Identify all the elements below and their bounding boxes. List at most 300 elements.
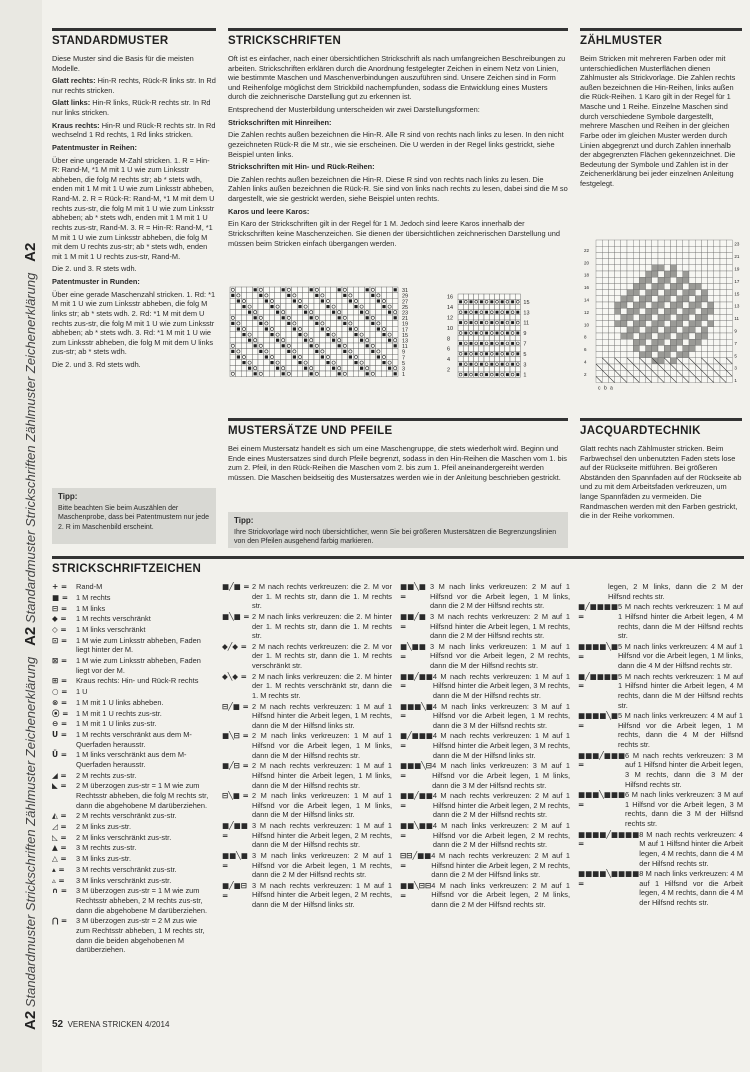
stitch-mark [506, 352, 509, 355]
grid-cell [683, 283, 689, 289]
grid-cell [325, 365, 331, 371]
grid-cell [376, 293, 382, 299]
grid-cell [484, 341, 489, 346]
legend-entry [222, 582, 392, 611]
stitch-mark [242, 361, 245, 364]
grid-cell [325, 343, 331, 349]
grid-cell [458, 310, 463, 315]
legend-entry [52, 698, 212, 708]
grid-cell [336, 337, 342, 343]
grid-cell [658, 333, 664, 339]
stitch-mark [282, 316, 285, 319]
stitch-mark [354, 333, 357, 336]
grid-cell [381, 293, 387, 299]
grid-cell [381, 298, 387, 304]
grid-cell [258, 343, 264, 349]
grid-cell [308, 354, 314, 360]
stitch-mark [377, 299, 380, 302]
legend-entry [222, 851, 392, 880]
grid-cell [664, 314, 670, 320]
grid-cell [258, 371, 264, 377]
grid-cell [463, 320, 468, 325]
grid-cell [264, 365, 270, 371]
grid-cell [264, 332, 270, 338]
legend-text: 5 M nach links verkreuzen: 4 M auf 1 Hilfsnd vor die Arbeit legen, 1 M rechts, dann die 4 M der Hilfsnd rechts str. [617, 711, 743, 749]
stitch-mark [485, 352, 488, 355]
grid-cell [652, 321, 658, 327]
grid-cell [639, 296, 645, 302]
grid-cell [677, 302, 683, 308]
grid-cell [621, 345, 627, 351]
grid-cell [664, 296, 670, 302]
grid-cell [510, 315, 515, 320]
grid-cell [336, 360, 342, 366]
stitch-mark [259, 294, 262, 297]
grid-cell [658, 246, 664, 252]
legend-entry [52, 604, 212, 614]
legend-entry [222, 731, 392, 760]
grid-cell [479, 315, 484, 320]
grid-cell [353, 293, 359, 299]
legend-symbol: ⊟ = [52, 603, 68, 613]
row-number-left: 22 [584, 247, 590, 253]
grid-cell [652, 345, 658, 351]
legend-symbol: ■■■╲■ = [400, 701, 433, 721]
grid-cell [615, 265, 621, 271]
grid-cell [664, 308, 670, 314]
grid-cell [602, 277, 608, 283]
stitch-mark [459, 363, 462, 366]
grid-cell [264, 371, 270, 377]
grid-cell [370, 298, 376, 304]
grid-cell [370, 287, 376, 293]
grid-cell [714, 345, 720, 351]
grid-cell [677, 364, 683, 370]
grid-cell [726, 339, 732, 345]
grid-cell [621, 358, 627, 364]
stitch-mark [470, 300, 473, 303]
stitch-mark [304, 367, 307, 370]
legend-entry [400, 791, 570, 820]
grid-cell [652, 314, 658, 320]
legend-symbol: ■ = [52, 592, 68, 602]
grid-cell [683, 290, 689, 296]
grid-cell [664, 259, 670, 265]
grid-cell [353, 321, 359, 327]
grid-cell [652, 308, 658, 314]
grid-cell [608, 246, 614, 252]
grid-cell [658, 259, 664, 265]
legend-text: 1 M links [76, 603, 106, 613]
grid-cell [381, 287, 387, 293]
grid-cell [505, 362, 510, 367]
grid-cell [468, 346, 473, 351]
grid-cell [348, 309, 354, 315]
legend-text: 8 M nach rechts verkreuzen: 4 M auf 1 Hilfsnd hinter die Arbeit legen, 4 M rechts, dann die 4 M der Hilfsnd rechts str. [639, 829, 743, 868]
grid-cell [695, 370, 701, 376]
side-spine [0, 0, 42, 1072]
stitch-mark [265, 355, 268, 358]
grid-cell [695, 327, 701, 333]
grid-cell [683, 252, 689, 258]
grid-cell [683, 314, 689, 320]
row-number: 29 [402, 293, 409, 300]
grid-cell [677, 314, 683, 320]
grid-cell [714, 339, 720, 345]
grid-cell [275, 321, 281, 327]
grid-cell [646, 259, 652, 265]
grid-cell [320, 360, 326, 366]
legend-symbol: ■╱⊟ = [222, 761, 249, 771]
grid-cell [387, 315, 393, 321]
grid-cell [489, 336, 494, 341]
legend-symbol: ⋂ = [52, 916, 68, 926]
grid-cell [720, 246, 726, 252]
legend-text: 1 M rechts verschränkt [76, 614, 151, 624]
grid-cell [331, 360, 337, 366]
grid-cell [489, 346, 494, 351]
grid-cell [308, 309, 314, 315]
stitch-mark [516, 373, 519, 376]
grid-cell [658, 283, 664, 289]
stitch-mark [354, 305, 357, 308]
legend-entry [52, 822, 212, 832]
grid-cell [236, 321, 242, 327]
grid-cell [615, 246, 621, 252]
grid-cell [720, 290, 726, 296]
grid-cell [689, 345, 695, 351]
grid-cell [500, 330, 505, 335]
grid-cell [639, 252, 645, 258]
grid-cell [286, 287, 292, 293]
grid-cell [314, 365, 320, 371]
grid-cell [474, 315, 479, 320]
stitch-mark [310, 288, 313, 291]
grid-cell [247, 332, 253, 338]
row-number-right: 7 [523, 341, 527, 348]
grid-cell [633, 370, 639, 376]
grid-cell [376, 315, 382, 321]
stitch-mark [360, 339, 363, 342]
grid-cell [639, 246, 645, 252]
stitch-mark [310, 344, 313, 347]
grid-cell [489, 367, 494, 372]
legend-symbol: ⊟╱■ = [222, 701, 249, 711]
stitch-mark [310, 316, 313, 319]
legend-text: 2 M nach rechts verkreuzen: die 2. M vor der 1. M rechts str, dann die 1. M rechts str. [252, 582, 392, 611]
grid-cell [303, 293, 309, 299]
stitch-mark [343, 350, 346, 353]
grid-cell [701, 296, 707, 302]
grid-cell [286, 343, 292, 349]
grid-cell [726, 240, 732, 246]
grid-cell [720, 321, 726, 327]
grid-cell [510, 346, 515, 351]
legend-text: 1 M wie zum Linksstr abheben, Faden liegt hinter der M. [76, 635, 201, 655]
grid-cell [297, 293, 303, 299]
grid-cell [275, 332, 281, 338]
grid-cell [683, 370, 689, 376]
grid-cell [615, 252, 621, 258]
stitch-mark [282, 344, 285, 347]
grid-cell [463, 304, 468, 309]
grid-cell [342, 315, 348, 321]
grid-cell [714, 376, 720, 382]
grid-cell [714, 259, 720, 265]
grid-cell [664, 277, 670, 283]
grid-cell [664, 352, 670, 358]
grid-cell [297, 343, 303, 349]
grid-cell [608, 283, 614, 289]
grid-cell [484, 325, 489, 330]
grid-cell [726, 252, 732, 258]
grid-cell [726, 302, 732, 308]
legend-symbol: ■■╱■■ = [400, 791, 433, 810]
grid-cell [633, 290, 639, 296]
grid-cell [353, 326, 359, 332]
legend-symbol: ■■■╱■■■ = [578, 750, 626, 770]
grid-cell [387, 343, 393, 349]
grid-cell [331, 371, 337, 377]
grid-cell [639, 259, 645, 265]
grid-cell [505, 320, 510, 325]
grid-cell [596, 358, 602, 364]
grid-cell [695, 283, 701, 289]
stitch-mark [326, 305, 329, 308]
grid-cell [308, 321, 314, 327]
grid-cell [331, 343, 337, 349]
legend-symbol: ■■■╲⊟ = [400, 761, 433, 780]
grid-cell [639, 308, 645, 314]
grid-cell [314, 337, 320, 343]
grid-cell [646, 339, 652, 345]
grid-cell [627, 290, 633, 296]
grid-cell [515, 341, 520, 346]
grid-cell [652, 352, 658, 358]
grid-cell [695, 302, 701, 308]
stitch-mark [326, 361, 329, 364]
grid-cell [325, 309, 331, 315]
grid-cell [689, 308, 695, 314]
grid-cell [359, 349, 365, 355]
grid-cell [664, 327, 670, 333]
grid-cell [308, 337, 314, 343]
legend-text: 2 M links verschränkt zus-str. [76, 832, 172, 842]
grid-cell [392, 354, 398, 360]
grid-cell [670, 290, 676, 296]
row-number-left: 10 [447, 325, 454, 332]
grid-cell [286, 332, 292, 338]
grid-cell [615, 352, 621, 358]
stitch-mark [464, 311, 467, 314]
grid-cell [370, 337, 376, 343]
stitch-mark [293, 327, 296, 330]
grid-cell [658, 339, 664, 345]
grid-cell [615, 364, 621, 370]
legend-symbol: ■■╲■ = [222, 850, 248, 870]
grid-cell [627, 345, 633, 351]
legend-entry [578, 642, 743, 671]
grid-cell [247, 321, 253, 327]
legend-symbol: ◿ = [52, 821, 67, 831]
grid-cell [336, 365, 342, 371]
grid-cell [701, 339, 707, 345]
grid-cell [639, 290, 645, 296]
grid-cell [720, 252, 726, 258]
grid-cell [275, 371, 281, 377]
legend-entry [578, 582, 743, 601]
grid-cell [515, 325, 520, 330]
grid-cell [602, 252, 608, 258]
stitch-mark [282, 288, 285, 291]
grid-cell [701, 321, 707, 327]
stitch-mark [315, 322, 318, 325]
legend-entry [400, 821, 570, 850]
row-number: 9 [402, 349, 406, 356]
legend-text: Rand-M [76, 582, 103, 591]
legend-text: 5 M nach rechts verkreuzen: 1 M auf 1 Hilfsnd hinter die Arbeit legen, 4 M rechts, dann die M der Hilfsnd rechts str. [617, 602, 743, 641]
grid-cell [280, 360, 286, 366]
grid-cell [683, 345, 689, 351]
grid-cell [726, 246, 732, 252]
grid-cell [331, 349, 337, 355]
grid-cell [608, 302, 614, 308]
legend-symbol: ■╱■■ = [222, 821, 248, 840]
jacquard-title: JACQUARDTECHNIK [580, 418, 742, 439]
grid-cell [489, 351, 494, 356]
grid-cell [602, 271, 608, 277]
grid-cell [376, 287, 382, 293]
grid-cell [236, 371, 242, 377]
grid-cell [695, 265, 701, 271]
row-number: 15 [402, 332, 409, 339]
grid-cell [247, 315, 253, 321]
grid-cell [646, 314, 652, 320]
grid-cell [489, 315, 494, 320]
grid-cell [359, 315, 365, 321]
grid-cell [720, 308, 726, 314]
grid-cell [596, 283, 602, 289]
grid-cell [474, 320, 479, 325]
legend-symbol: ■■■■╲■■■■ = [578, 869, 640, 888]
legend-entry [222, 881, 392, 910]
grid-cell [621, 240, 627, 246]
stitch-mark [382, 361, 385, 364]
grid-cell [652, 364, 658, 370]
stitch-mark [506, 332, 509, 335]
grid-cell [364, 298, 370, 304]
grid-cell [241, 309, 247, 315]
grid-cell [615, 240, 621, 246]
grid-cell [336, 326, 342, 332]
grid-cell [458, 330, 463, 335]
legend-symbol [578, 582, 608, 601]
stitch-mark [480, 363, 483, 366]
grid-cell [348, 304, 354, 310]
grid-cell [658, 321, 664, 327]
grid-cell [701, 240, 707, 246]
grid-cell [342, 365, 348, 371]
grid-cell [336, 354, 342, 360]
grid-cell [639, 364, 645, 370]
grid-cell [314, 343, 320, 349]
grid-cell [677, 321, 683, 327]
grid-cell [359, 298, 365, 304]
grid-cell [500, 336, 505, 341]
grid-cell [479, 310, 484, 315]
grid-cell [695, 321, 701, 327]
grid-cell [608, 370, 614, 376]
grid-cell [720, 327, 726, 333]
legend-text: 3 M überzogen zus-str = 1 M wie zum Rechtsstr abheben, 2 M rechts zus-str, dann die abgehobene M darüberziehen. [76, 886, 208, 915]
grid-cell [621, 265, 627, 271]
stitch-mark [516, 332, 519, 335]
grid-cell [320, 315, 326, 321]
grid-cell [275, 287, 281, 293]
grid-cell [670, 302, 676, 308]
legend-symbol: ■■■■╲■ = [578, 711, 618, 730]
grid-cell [639, 376, 645, 382]
grid-cell [646, 265, 652, 271]
grid-cell [652, 252, 658, 258]
row-number-right: 5 [523, 351, 527, 358]
stitch-mark [248, 367, 251, 370]
grid-cell [494, 346, 499, 351]
stitch-mark [516, 311, 519, 314]
grid-cell [500, 304, 505, 309]
legend-entry [400, 642, 570, 671]
grid-cell [701, 302, 707, 308]
stitch-mark [326, 333, 329, 336]
grid-cell [387, 332, 393, 338]
grid-cell [695, 339, 701, 345]
legend-text: 2 M nach rechts verkreuzen: die 2. M vor der 1. M rechts str, dann die 1. M rechts verschränkt str. [252, 641, 392, 670]
legend-symbol: U = [52, 730, 67, 739]
grid-cell [468, 367, 473, 372]
grid-cell [658, 370, 664, 376]
row-number: 27 [402, 299, 409, 306]
grid-cell [494, 325, 499, 330]
grid-cell [269, 315, 275, 321]
grid-cell [621, 252, 627, 258]
grid-cell [670, 308, 676, 314]
grid-cell [359, 304, 365, 310]
grid-cell [348, 371, 354, 377]
grid-cell [474, 367, 479, 372]
grid-cell [370, 354, 376, 360]
grid-cell [297, 337, 303, 343]
grid-cell [652, 277, 658, 283]
grid-cell [264, 337, 270, 343]
grid-cell [515, 320, 520, 325]
legend-text: 4 M nach links verkreuzen: 3 M auf 1 Hilfsnd vor die Arbeit legen, 1 M rechts, dann die 3 M der Hilfsnd rechts str. [432, 701, 570, 730]
grid-cell [670, 271, 676, 277]
grid-cell [505, 341, 510, 346]
legend-entry [222, 821, 392, 850]
grid-cell [639, 271, 645, 277]
grid-cell [726, 271, 732, 277]
grid-cell [387, 321, 393, 327]
grid-cell [353, 365, 359, 371]
grid-cell [633, 252, 639, 258]
grid-cell [241, 321, 247, 327]
stitch-mark [254, 344, 257, 347]
grid-cell [241, 343, 247, 349]
stitch-mark [475, 373, 478, 376]
strickschriften-section: STRICKSCHRIFTEN Oft ist es einfacher, nach einer übersichtlichen Strickschrift als nach umfangreichen Beschreibungen zu arbeiten. Strickschriften erklären durch die Anordnung festgelegter Zeichen in einem Netz von Linien, wie bestimmte Maschen und Maschenverbindungen auszuführen sind. Unsere Zeichen sind in Form und Reihenfolge möglichst dem Strickbild nachempfunden, sodass die Entwicklung eines Musters durch die zeichnerische Darstellung gut zu erkennen ist. Entsprechend der Musterbildung unterscheiden wir zwei Darstellungsformen: Strickschriften mit Hinreihen: Die Zahlen rechts außen bezeichnen die Hin-R. Alle R sind von rechts nach links zu lesen. In den nicht gezeichneten Rück-R die M str., wie sie erscheinen. Die U werden in der Regel links gestrickt, siehe Beispiel unten links. Strickschriften mit Hin- und Rück-Reihen: Die Zahlen rechts außen bezeichnen die Hin-R. Diese R sind von rechts nach links zu lesen. Die Zahlen links außen bezeichnen die Rück-R. Sie sind von links nach rechts zu lesen, dabei sind die M so dargestellt, wie sie gestrickt werden, siehe Beispiel unten rechts. Karos und leere Karos: Ein Karo der Strickschriften gilt in der Regel für 1 M. Jedoch sind leere Karos innerhalb der Strickschriften keine Maschenzeichen. Sie dienen der übersichtlichen zeichnerischen Darstellung und müssen beim Stricken einfach übergangen werden. [228, 28, 568, 278]
grid-cell [602, 246, 608, 252]
stitch-mark [349, 355, 352, 358]
